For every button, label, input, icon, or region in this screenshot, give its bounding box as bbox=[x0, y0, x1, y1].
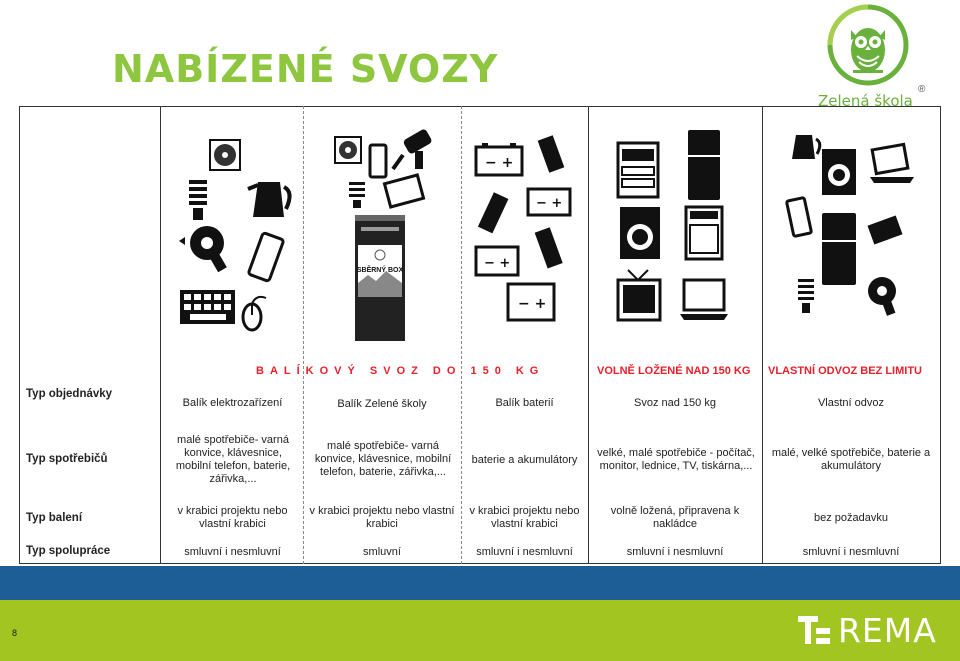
battery-icon bbox=[384, 175, 423, 207]
car-battery-icon bbox=[476, 247, 518, 275]
header-loose-collection: VOLNĚ LOŽENÉ NAD 150 KG bbox=[597, 365, 751, 377]
row-label-packaging-type: Typ balení bbox=[26, 512, 83, 524]
cell-cooperation-type: smluvní i nesmluvní bbox=[476, 546, 573, 558]
cell-packaging-type: bez požadavku bbox=[814, 512, 888, 524]
column-divider bbox=[762, 106, 763, 564]
cell-order-type: Vlastní odvoz bbox=[817, 397, 885, 409]
copier-icon bbox=[618, 143, 658, 197]
laptop-icon bbox=[870, 144, 914, 183]
energy-saving-bulb-icon bbox=[349, 182, 365, 208]
laptop-icon bbox=[680, 280, 728, 320]
row-label-appliance-type: Typ spotřebičů bbox=[26, 453, 108, 465]
cell-order-type: Balík baterií bbox=[495, 397, 554, 409]
washing-machine-icon bbox=[620, 207, 660, 259]
rema-brand-text: REMA bbox=[838, 611, 937, 650]
footer-band-blue bbox=[0, 566, 960, 600]
header-package-collection: BALÍKOVÝ SVOZ DO 150 KG bbox=[256, 365, 545, 377]
logo-text: Zelená škola bbox=[818, 92, 913, 110]
cell-packaging-type: v krabici projektu nebo vlastní krabici bbox=[177, 505, 288, 530]
mobile-phone-icon bbox=[248, 233, 284, 282]
mixed-appliances-icons bbox=[780, 125, 930, 335]
svg-text:− +: − + bbox=[536, 196, 563, 211]
refrigerator-icon bbox=[822, 213, 856, 285]
cell-order-type: Svoz nad 150 kg bbox=[634, 397, 716, 409]
mobile-phone-icon bbox=[370, 145, 386, 177]
small-appliances-icons bbox=[170, 125, 300, 335]
kettle-icon bbox=[792, 135, 820, 159]
battery-icons bbox=[468, 125, 583, 335]
cell-appliance-type: malé spotřebiče- varná konvice, klávesnice, mobilní telefon, baterie, zářivka,... bbox=[314, 440, 452, 478]
svg-text:− +: − + bbox=[484, 256, 511, 271]
column-divider bbox=[160, 106, 161, 564]
cell-cooperation-type: smluvní i nesmluvní bbox=[184, 546, 281, 558]
rema-logo-icon bbox=[796, 610, 832, 650]
page-number: 8 bbox=[12, 628, 18, 638]
collection-box-icon bbox=[355, 215, 405, 341]
cell-appliance-type: malé spotřebiče- varná konvice, klávesnice, mobilní telefon, baterie, zářivka,... bbox=[175, 434, 291, 485]
aa-battery-icon bbox=[478, 192, 509, 233]
cell-appliance-type: malé, velké spotřebiče, baterie a akumulátory bbox=[771, 447, 931, 472]
cd-dvd-icon bbox=[210, 140, 240, 170]
cd-dvd-icon bbox=[335, 137, 361, 163]
keyboard-icon bbox=[867, 215, 902, 244]
stove-icon bbox=[686, 207, 722, 259]
owl-logo-icon bbox=[827, 4, 909, 86]
sberny-box-label: SBĚRNÝ BOX bbox=[356, 267, 404, 274]
cell-packaging-type: volně ložená, připravena k nakládce bbox=[610, 505, 740, 530]
energy-saving-bulb-icon bbox=[189, 180, 207, 220]
row-label-order-type: Typ objednávky bbox=[26, 388, 113, 400]
energy-saving-bulb-icon bbox=[798, 279, 814, 313]
kettle-icon bbox=[248, 182, 290, 217]
car-battery-icon bbox=[508, 284, 554, 320]
column-divider bbox=[588, 106, 589, 564]
aa-battery-icon bbox=[535, 227, 563, 268]
cell-cooperation-type: smluvní i nesmluvní bbox=[626, 546, 724, 558]
aa-battery-icon bbox=[538, 135, 565, 172]
cell-cooperation-type: smluvní bbox=[363, 546, 401, 558]
washing-machine-icon bbox=[822, 149, 856, 195]
keyboard-icon bbox=[180, 290, 235, 324]
zelena-skola-logo bbox=[812, 4, 952, 112]
mobile-phone-icon bbox=[786, 198, 811, 237]
cell-packaging-type: v krabici projektu nebo vlastní krabici bbox=[469, 505, 580, 530]
column-divider bbox=[461, 106, 462, 564]
drill-icon bbox=[393, 128, 433, 169]
svg-text:− +: − + bbox=[518, 296, 547, 312]
header-own-transport: VLASTNÍ ODVOZ BEZ LIMITU bbox=[768, 365, 922, 377]
car-battery-icon bbox=[528, 189, 570, 215]
tv-icon bbox=[618, 270, 660, 320]
svg-text:− +: − + bbox=[485, 155, 514, 171]
column-divider bbox=[303, 106, 304, 564]
car-battery-icon bbox=[476, 143, 522, 175]
registered-mark: ® bbox=[918, 84, 926, 95]
hair-dryer-icon bbox=[179, 226, 227, 272]
cell-appliance-type: baterie a akumulátory bbox=[471, 454, 578, 466]
row-label-cooperation-type: Typ spolupráce bbox=[26, 545, 111, 557]
hair-dryer-icon bbox=[868, 277, 896, 316]
cell-packaging-type: v krabici projektu nebo vlastní krabici bbox=[309, 505, 455, 530]
cell-order-type: Balík Zelené školy bbox=[337, 398, 427, 410]
computer-mouse-icon bbox=[243, 297, 266, 330]
cell-appliance-type: velké, malé spotřebiče - počítač, monitor, lednice, TV, tiskárna,... bbox=[597, 447, 755, 472]
cell-order-type: Balík elektrozařízení bbox=[182, 397, 283, 409]
cell-cooperation-type: smluvní i nesmluvní bbox=[802, 546, 900, 558]
refrigerator-icon bbox=[688, 130, 720, 200]
sberny-box-icons bbox=[315, 125, 455, 345]
large-appliances-icons bbox=[600, 125, 750, 335]
page-title: NABÍZENÉ SVOZY bbox=[112, 47, 499, 91]
